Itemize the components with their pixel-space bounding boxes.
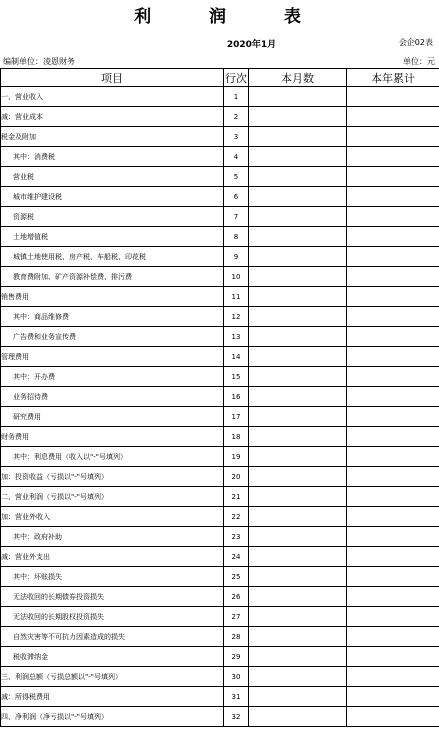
current-month-cell[interactable]: [249, 307, 347, 327]
table-row: [1, 367, 439, 387]
table-row: [1, 207, 439, 227]
table-row: [1, 147, 439, 167]
current-month-cell[interactable]: [249, 687, 347, 707]
current-month-cell[interactable]: [249, 527, 347, 547]
row-item-label: 其中：政府补助: [1, 527, 224, 547]
table-row: [1, 527, 439, 547]
row-line-number: 23: [224, 527, 249, 547]
year-to-date-cell[interactable]: [347, 207, 439, 227]
row-item-label: 减：所得税费用: [1, 687, 224, 707]
row-line-number: 27: [224, 607, 249, 627]
column-header-current-month: 本月数: [249, 69, 347, 87]
table-row: [1, 447, 439, 467]
row-line-number: 11: [224, 287, 249, 307]
table-row: [1, 307, 439, 327]
row-item-label: 业务招待费: [1, 387, 224, 407]
current-month-cell[interactable]: [249, 147, 347, 167]
current-month-cell[interactable]: [249, 247, 347, 267]
row-line-number: 32: [224, 707, 249, 727]
row-line-number: 29: [224, 647, 249, 667]
year-to-date-cell[interactable]: [347, 347, 439, 367]
year-to-date-cell[interactable]: [347, 567, 439, 587]
year-to-date-cell[interactable]: [347, 267, 439, 287]
current-month-cell[interactable]: [249, 287, 347, 307]
table-row: [1, 427, 439, 447]
row-item-label: 二、营业利润（亏损以"-"号填列）: [1, 487, 224, 507]
report-period: 2020年1月: [226, 40, 277, 50]
row-item-label: 营业税: [1, 167, 224, 187]
year-to-date-cell[interactable]: [347, 127, 439, 147]
row-line-number: 16: [224, 387, 249, 407]
row-item-label: 一、营业收入: [1, 87, 224, 107]
row-item-label: 城市维护建设税: [1, 187, 224, 207]
year-to-date-cell[interactable]: [347, 287, 439, 307]
current-month-cell[interactable]: [249, 267, 347, 287]
row-line-number: 22: [224, 507, 249, 527]
row-line-number: 31: [224, 687, 249, 707]
table-header-row: [1, 69, 439, 87]
current-month-cell[interactable]: [249, 427, 347, 447]
table-body: [1, 87, 439, 727]
table-row: [1, 287, 439, 307]
current-month-cell[interactable]: [249, 407, 347, 427]
table-row: [1, 327, 439, 347]
row-item-label: 无法收回的长期股权投资损失: [1, 607, 224, 627]
year-to-date-cell[interactable]: [347, 647, 439, 667]
table-row: [1, 707, 439, 727]
table-row: [1, 167, 439, 187]
table-row: [1, 627, 439, 647]
year-to-date-cell[interactable]: [347, 467, 439, 487]
row-line-number: 21: [224, 487, 249, 507]
table-row: [1, 107, 439, 127]
current-month-cell[interactable]: [249, 227, 347, 247]
current-month-cell[interactable]: [249, 587, 347, 607]
table-row: [1, 567, 439, 587]
year-to-date-cell[interactable]: [347, 307, 439, 327]
row-item-label: 管理费用: [1, 347, 224, 367]
row-line-number: 7: [224, 207, 249, 227]
row-item-label: 减：营业成本: [1, 107, 224, 127]
row-line-number: 1: [224, 87, 249, 107]
table-row: [1, 87, 439, 107]
row-line-number: 15: [224, 367, 249, 387]
column-header-line-no: 行次: [224, 69, 249, 87]
current-month-cell[interactable]: [249, 367, 347, 387]
year-to-date-cell[interactable]: [347, 607, 439, 627]
row-item-label: 研究费用: [1, 407, 224, 427]
current-month-cell[interactable]: [249, 107, 347, 127]
current-month-cell[interactable]: [249, 627, 347, 647]
column-header-year-to-date: 本年累计: [347, 69, 439, 87]
year-to-date-cell[interactable]: [347, 547, 439, 567]
table-row: [1, 507, 439, 527]
row-item-label: 无法收回的长期债券投资损失: [1, 587, 224, 607]
row-item-label: 土地增值税: [1, 227, 224, 247]
year-to-date-cell[interactable]: [347, 507, 439, 527]
row-item-label: 其中：开办费: [1, 367, 224, 387]
row-item-label: 教育费附加、矿产资源补偿费、排污费: [1, 267, 224, 287]
row-line-number: 9: [224, 247, 249, 267]
year-to-date-cell[interactable]: [347, 227, 439, 247]
form-code: 会企02表: [398, 38, 433, 47]
current-month-cell[interactable]: [249, 87, 347, 107]
row-item-label: 税金及附加: [1, 127, 224, 147]
table-row: [1, 227, 439, 247]
current-month-cell[interactable]: [249, 207, 347, 227]
year-to-date-cell[interactable]: [347, 107, 439, 127]
year-to-date-cell[interactable]: [347, 587, 439, 607]
row-line-number: 3: [224, 127, 249, 147]
table-row: [1, 467, 439, 487]
year-to-date-cell[interactable]: [347, 447, 439, 467]
row-item-label: 资源税: [1, 207, 224, 227]
row-item-label: 加：营业外收入: [1, 507, 224, 527]
row-line-number: 30: [224, 667, 249, 687]
row-item-label: 其中：坏账损失: [1, 567, 224, 587]
year-to-date-cell[interactable]: [347, 387, 439, 407]
row-line-number: 14: [224, 347, 249, 367]
year-to-date-cell[interactable]: [347, 687, 439, 707]
row-line-number: 26: [224, 587, 249, 607]
current-month-cell[interactable]: [249, 647, 347, 667]
year-to-date-cell[interactable]: [347, 427, 439, 447]
row-line-number: 13: [224, 327, 249, 347]
row-line-number: 4: [224, 147, 249, 167]
current-month-cell[interactable]: [249, 347, 347, 367]
table-row: [1, 587, 439, 607]
row-line-number: 5: [224, 167, 249, 187]
year-to-date-cell[interactable]: [347, 327, 439, 347]
row-item-label: 四、净利润（净亏损以"-"号填列）: [1, 707, 224, 727]
current-month-cell[interactable]: [249, 387, 347, 407]
row-item-label: 城镇土地使用税、房产税、车船税、印花税: [1, 247, 224, 267]
current-month-cell[interactable]: [249, 507, 347, 527]
current-month-cell[interactable]: [249, 667, 347, 687]
year-to-date-cell[interactable]: [347, 667, 439, 687]
row-item-label: 其中：商品维修费: [1, 307, 224, 327]
row-line-number: 25: [224, 567, 249, 587]
year-to-date-cell[interactable]: [347, 407, 439, 427]
table-row: [1, 347, 439, 367]
row-item-label: 其中：利息费用（收入以"-"号填列）: [1, 447, 224, 467]
table-row: [1, 607, 439, 627]
table-row: [1, 387, 439, 407]
table-row: [1, 487, 439, 507]
income-statement-table: [0, 68, 439, 727]
row-item-label: 广告费和业务宣传费: [1, 327, 224, 347]
table-row: [1, 407, 439, 427]
table-row: [1, 247, 439, 267]
year-to-date-cell[interactable]: [347, 707, 439, 727]
table-row: [1, 667, 439, 687]
table-row: [1, 187, 439, 207]
row-line-number: 28: [224, 627, 249, 647]
table-row: [1, 547, 439, 567]
row-line-number: 6: [224, 187, 249, 207]
row-line-number: 2: [224, 107, 249, 127]
year-to-date-cell[interactable]: [347, 527, 439, 547]
table-row: [1, 267, 439, 287]
company-name: 编制单位：凌恩财务: [3, 57, 75, 66]
current-month-cell[interactable]: [249, 167, 347, 187]
year-to-date-cell[interactable]: [347, 187, 439, 207]
row-line-number: 18: [224, 427, 249, 447]
row-item-label: 加：投资收益（亏损以"-"号填列）: [1, 467, 224, 487]
current-month-cell[interactable]: [249, 467, 347, 487]
row-line-number: 12: [224, 307, 249, 327]
row-item-label: 减：营业外支出: [1, 547, 224, 567]
year-to-date-cell[interactable]: [347, 87, 439, 107]
row-line-number: 20: [224, 467, 249, 487]
row-item-label: 三、利润总额（亏损总额以"-"号填列）: [1, 667, 224, 687]
row-line-number: 24: [224, 547, 249, 567]
current-month-cell[interactable]: [249, 487, 347, 507]
table-row: [1, 687, 439, 707]
row-line-number: 19: [224, 447, 249, 467]
year-to-date-cell[interactable]: [347, 247, 439, 267]
year-to-date-cell[interactable]: [347, 147, 439, 167]
currency-unit: 单位：元: [403, 57, 435, 66]
table-row: [1, 127, 439, 147]
row-line-number: 10: [224, 267, 249, 287]
report-title: 利 润 表: [134, 7, 327, 27]
current-month-cell[interactable]: [249, 127, 347, 147]
column-header-item: 项目: [1, 69, 224, 87]
year-to-date-cell[interactable]: [347, 367, 439, 387]
row-line-number: 17: [224, 407, 249, 427]
year-to-date-cell[interactable]: [347, 167, 439, 187]
row-item-label: 销售费用: [1, 287, 224, 307]
row-item-label: 自然灾害等不可抗力因素造成的损失: [1, 627, 224, 647]
row-item-label: 财务费用: [1, 427, 224, 447]
year-to-date-cell[interactable]: [347, 627, 439, 647]
year-to-date-cell[interactable]: [347, 487, 439, 507]
current-month-cell[interactable]: [249, 607, 347, 627]
row-line-number: 8: [224, 227, 249, 247]
row-item-label: 税收滞纳金: [1, 647, 224, 667]
current-month-cell[interactable]: [249, 567, 347, 587]
table-row: [1, 647, 439, 667]
current-month-cell[interactable]: [249, 547, 347, 567]
current-month-cell[interactable]: [249, 447, 347, 467]
row-item-label: 其中：消费税: [1, 147, 224, 167]
current-month-cell[interactable]: [249, 707, 347, 727]
current-month-cell[interactable]: [249, 187, 347, 207]
current-month-cell[interactable]: [249, 327, 347, 347]
